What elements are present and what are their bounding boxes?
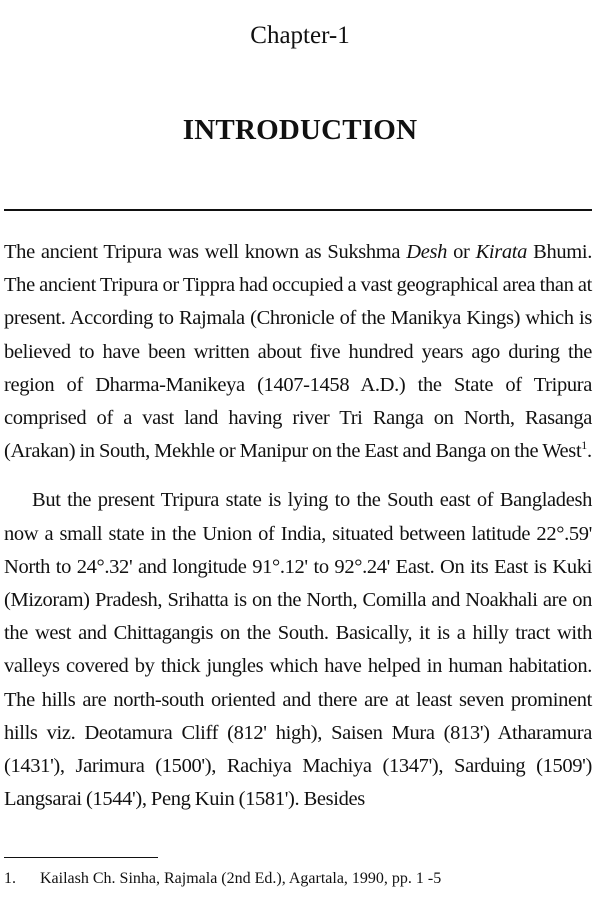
italic-desh: Desh <box>406 241 447 263</box>
paragraph-1-text-a: The ancient Tripura was well known as Sukshma <box>4 241 407 263</box>
footnote <box>4 868 592 890</box>
footnote-text: Kailash Ch. Sinha, Rajmala (2nd Ed.), Agartala, 1990, pp. 1 -5 <box>40 870 442 887</box>
page-title: INTRODUCTION <box>182 114 418 146</box>
paragraph-1 <box>4 236 592 468</box>
paragraph-2: But the present Tripura state is lying to the South east of Bangladesh now a small state in the Union of India, situated between latitude 22°.59' North to 24°.32' and longitude 91°.12' to 92°.24' East. On its East is Kuki (Mizoram) Pradesh, Srihatta is on the North, Comilla and Noakhali are on the west and Chittagangis on the South. Basically, it is a hilly tract with valleys covered by thick jungles which have helped in human habitation. The hills are north-south oriented and there are at least seven prominent hills viz. Deotamura Cliff (812' high), Saisen Mura (813') Atharamura (1431'), Jarimura (1500'), Rachiya Machiya (1347'), Sarduing (1509') Langsarai (1544'), Peng Kuin (1581'). Besides <box>4 489 592 811</box>
footnote-divider <box>4 857 158 858</box>
chapter-label: Chapter-1 <box>250 22 350 49</box>
footnote-reference: 1 <box>581 438 587 453</box>
body-text <box>4 236 592 816</box>
footnote-number: 1. <box>4 870 16 887</box>
title-divider <box>4 209 592 211</box>
italic-kirata: Kirata <box>475 241 528 263</box>
paragraph-1-text-b: or <box>446 241 476 263</box>
paragraph-1-text-d: . <box>586 440 592 463</box>
paragraph-1-text-c: Bhumi. The ancient Tripura or Tippra had occupied a vast geographical area than at present. According to Rajmala (Chronicle of the Manikya Kings) which is believed to have been written about five hundred years ago during the region of Dharma-Manikeya (1407-1458 A.D.) the State of Tripura comprised of a vast land having river Tri Ranga on North, Rasanga (Arakan) in South, Mekhle or Manipur on the East and Banga on the West <box>4 241 592 463</box>
